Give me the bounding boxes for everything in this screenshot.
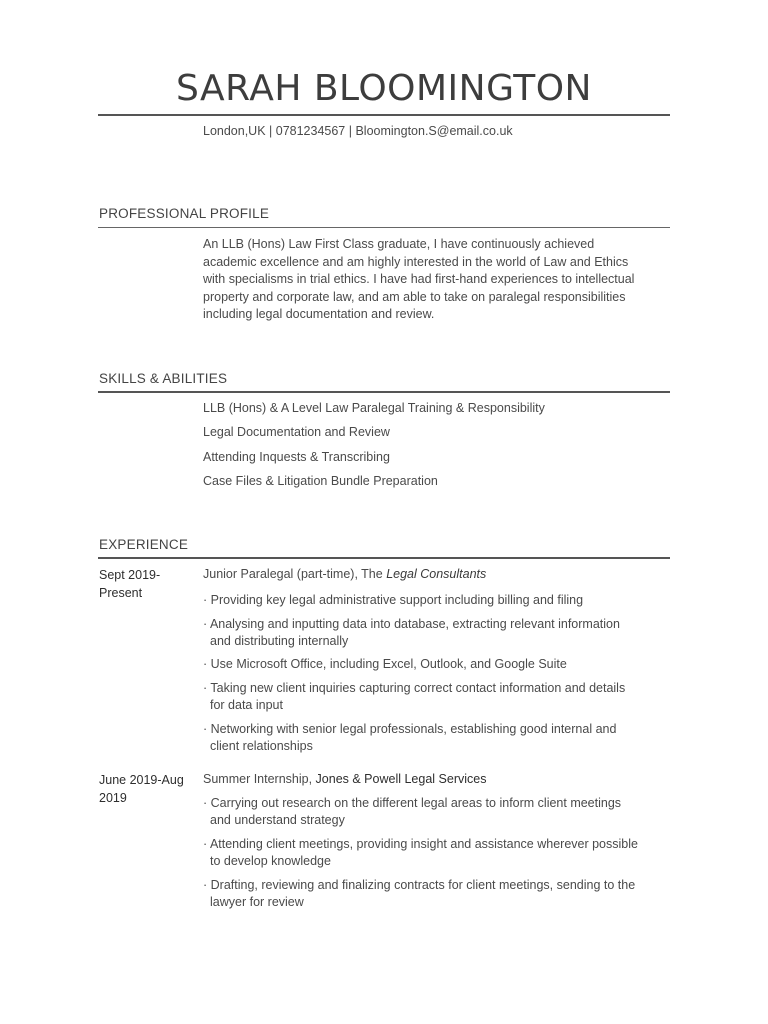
profile-divider	[98, 227, 670, 228]
job-organization: Jones & Powell Legal Services	[315, 772, 487, 786]
job-bullet: · Use Microsoft Office, including Excel, Outlook, and Google Suite	[203, 657, 567, 672]
contact-info: London,UK | 0781234567 | Bloomington.S@email.co.uk	[203, 124, 513, 138]
job-bullet: · Carrying out research on the different legal areas to inform client meetings and understand strategy	[203, 796, 622, 828]
skill-item: Case Files & Litigation Bundle Preparation	[203, 473, 438, 488]
section-title-experience: EXPERIENCE	[99, 537, 189, 552]
job-role: Summer Internship,	[203, 772, 316, 786]
job-title	[203, 567, 486, 581]
job-date	[99, 772, 194, 807]
job-date-end: 2019	[99, 790, 127, 805]
job-bullets	[203, 592, 643, 762]
job-bullet: · Drafting, reviewing and finalizing contracts for client meetings, sending to the lawyer for review	[203, 877, 636, 909]
job-date-end: Present	[99, 585, 143, 600]
job-date	[99, 567, 194, 602]
skill-item: LLB (Hons) & A Level Law Paralegal Training & Responsibility	[203, 401, 545, 415]
skill-item: Legal Documentation and Review	[203, 425, 390, 440]
skills-list	[203, 400, 545, 497]
header-divider	[98, 114, 670, 116]
job-date-start: Sept 2019-	[99, 568, 161, 582]
job-bullet: · Providing key legal administrative support including billing and filing	[203, 593, 584, 607]
job-bullet: · Networking with senior legal professionals, establishing good internal and client relationships	[203, 721, 617, 753]
experience-divider	[98, 557, 670, 559]
job-role: Junior Paralegal (part-time), The	[203, 567, 387, 581]
profile-text: An LLB (Hons) Law First Class graduate, I have continuously achieved academic excellence and am highly interested in the world of Law and Ethics with specialisms in trial ethics. I have had first-hand experiences to intellectual property and corporate law, and am able to take on paralegal responsibilities including legal documentation and review.	[203, 237, 635, 321]
job-bullet: · Taking new client inquiries capturing correct contact information and details for data input	[203, 680, 626, 713]
skills-divider	[98, 391, 670, 393]
job-bullet: · Attending client meetings, providing insight and assistance wherever possible to develop knowledge	[203, 836, 638, 868]
job-bullet: · Analysing and inputting data into database, extracting relevant information and distributing internally	[203, 616, 620, 648]
skill-item: Attending Inquests & Transcribing	[203, 449, 390, 464]
job-bullets	[203, 795, 643, 917]
job-date-start: June 2019-Aug	[99, 773, 184, 787]
section-title-profile: PROFESSIONAL PROFILE	[99, 206, 270, 221]
job-organization: Legal Consultants	[386, 567, 487, 581]
job-title	[203, 772, 486, 786]
section-title-skills: SKILLS & ABILITIES	[99, 371, 228, 386]
candidate-name: SARAH BLOOMINGTON	[176, 68, 592, 109]
